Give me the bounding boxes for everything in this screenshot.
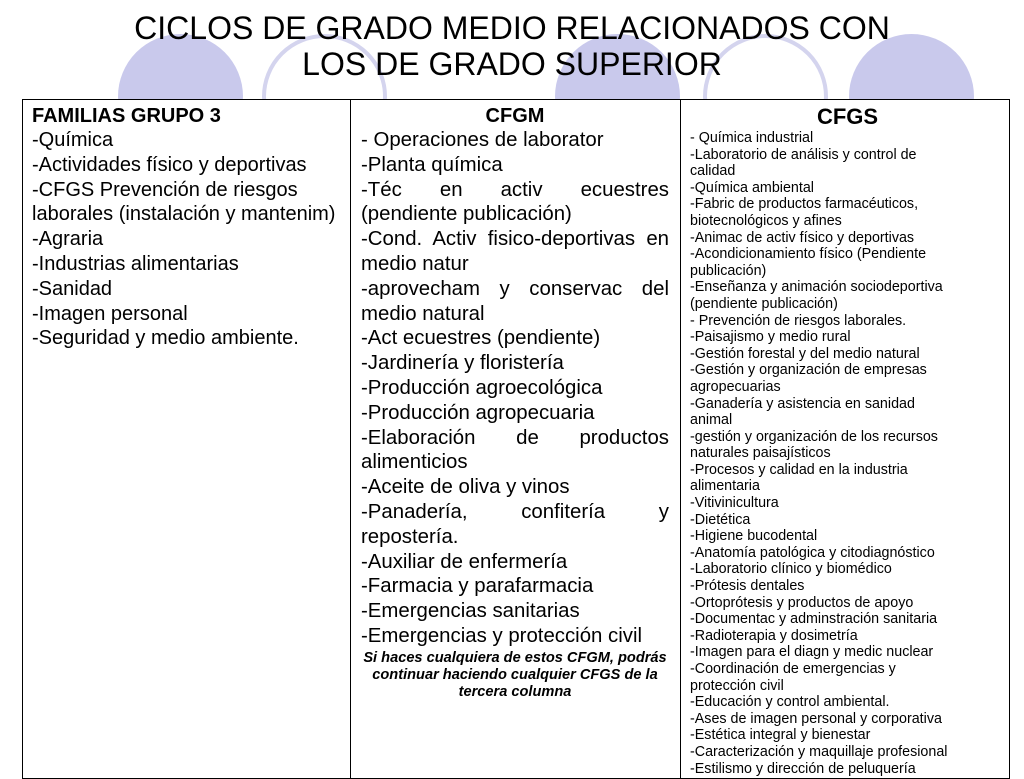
slide-title [0,10,1024,82]
list-item: publicación) [690,262,767,279]
column-header-familias: FAMILIAS GRUPO 3 [32,105,221,127]
list-item: -Educación y control ambiental. [690,694,890,711]
title-line-2: LOS DE GRADO SUPERIOR [302,46,722,82]
list-item: -Téc en activ ecuestres (pendiente publicación) [361,178,669,226]
list-item: -Estética integral y bienestar [690,727,871,744]
list-item: -Ases de imagen personal y corporativa [690,710,942,727]
list-item: -Elaboración de productos alimenticios [361,426,669,474]
list-item: protección civil [690,677,784,694]
list-item: - Química industrial [690,130,814,146]
list-item: -Actividades físico y deportivas [32,153,307,176]
list-item: -Dietética [690,511,751,528]
list-item: -Industrias alimentarias [32,252,239,275]
list-item: -Producción agropecuaria [361,401,595,424]
list-item: (pendiente publicación) [690,295,838,312]
list-item: -Panadería, confitería y repostería. [361,500,669,548]
list-item: -Prótesis dentales [690,578,805,595]
list-item: biotecnológicos y afines [690,212,842,229]
list-item: - Prevención de riesgos laborales. [690,312,907,329]
list-item: -Imagen para el diagn y medic nuclear [690,644,934,661]
list-item: -Imagen personal [32,302,188,325]
list-item: naturales paisajísticos [690,445,831,462]
list-item: calidad [690,163,736,180]
list-item: -Estilismo y dirección de peluquería [690,760,916,777]
list-item: -Animac de activ físico y deportivas [690,229,915,246]
list-item: -Aceite de oliva y vinos [361,476,570,499]
list-item: -Caracterización y maquillaje profesional [690,743,948,760]
list-item: -Emergencias sanitarias [361,600,580,623]
column-cfgs [680,100,1009,778]
list-item: -Laboratorio de análisis y control de [690,146,917,163]
list-item: -aprovecham y conservac del medio natural [361,277,669,325]
list-item: -Paisajismo y medio rural [690,329,851,346]
list-item: -Sanidad [32,277,113,300]
list-item: -Anatomía patológica y citodiagnóstico [690,544,935,561]
list-item: -Química [32,129,114,151]
cycles-table [22,99,1010,779]
list-item: -Fabric de productos farmacéuticos, [690,196,919,213]
list-item: -gestión y organización de los recursos [690,428,938,445]
list-item: -Higiene bucodental [690,528,818,545]
list-item: -Procesos y calidad en la industria [690,461,908,478]
list-item: -Cond. Activ fisico-deportivas en medio natur [361,228,669,275]
list-item: -Auxiliar de enfermería [361,550,568,573]
list-item: -Acondicionamiento físico (Pendiente [690,246,927,263]
list-item: -Ortoprótesis y productos de apoyo [690,594,914,611]
list-item: -Jardinería y floristería [361,352,564,375]
list-item: -Coordinación de emergencias y [690,661,896,677]
list-item: agropecuarias [690,378,781,395]
column-familias [23,100,350,778]
list-item: -CFGS Prevención de riesgos laborales (instalación y mantenim) [32,178,336,226]
list-item: -Producción agroecológica [361,376,603,399]
column-header-cfgs: CFGS [816,104,879,129]
cfgm-note: Si haces cualquiera de estos CFGM, podrás continuar haciendo cualquier CFGS de la tercera columna [363,649,667,700]
list-item: -Farmacia y parafarmacia [361,575,594,598]
list-item: -Ganadería y asistencia en sanidad [690,395,915,412]
list-item: -Radioterapia y dosimetría [690,627,858,644]
list-item: -Emergencias y protección civil [361,624,643,647]
list-item: -Agraria [32,228,104,251]
list-item: animal [690,412,733,429]
list-item: -Gestión forestal y del medio natural [690,345,920,362]
title-line-1: CICLOS DE GRADO MEDIO RELACIONADOS CON [134,10,890,46]
list-item: - Operaciones de laborator [361,129,604,151]
list-item: -Act ecuestres (pendiente) [361,327,601,350]
list-item: -Química ambiental [690,179,814,196]
list-item: -Planta química [361,153,503,176]
list-item: -Gestión y organización de empresas [690,362,927,379]
list-item: -Enseñanza y animación sociodeportiva [690,279,943,296]
list-item: alimentaria [690,478,760,495]
list-item: -Seguridad y medio ambiente. [32,327,299,350]
column-cfgm [350,100,680,778]
list-item: -Documentac y adminstración sanitaria [690,611,938,628]
list-item: -Laboratorio clínico y biomédico [690,561,892,578]
list-item: -Vitivinicultura [690,495,779,512]
column-header-cfgm: CFGM [485,105,545,127]
